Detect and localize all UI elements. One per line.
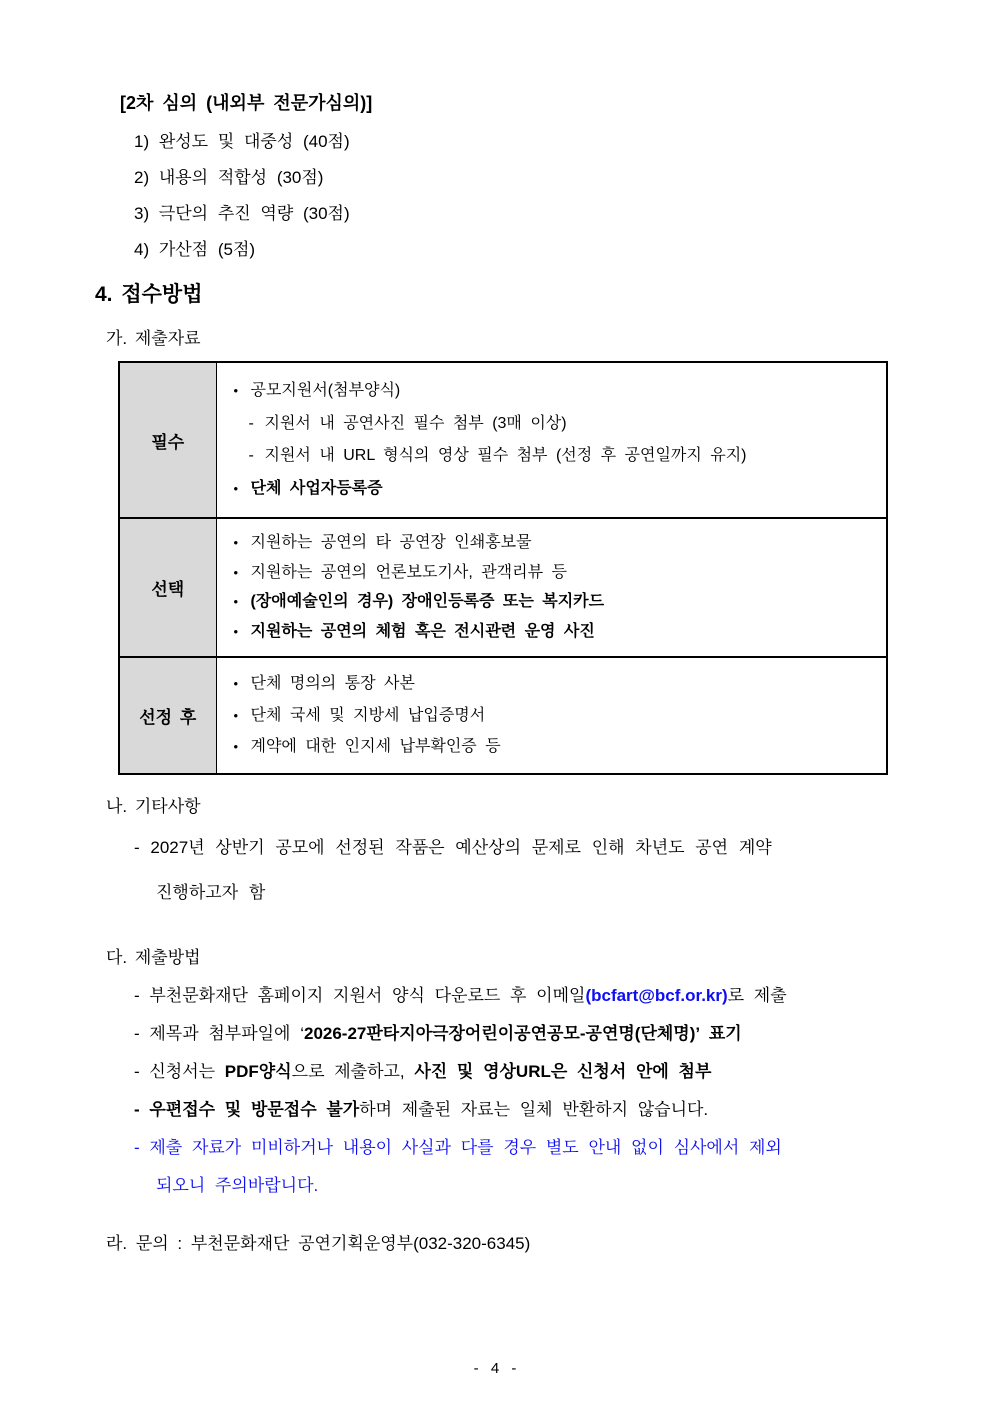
review-item: 1) 완성도 및 대중성 (40점) [134,132,350,151]
bullet-icon: • [233,535,239,551]
table-cell-text: 지원하는 공연의 체험 혹은 전시관련 운영 사진 [250,622,595,640]
body-line [95,977,906,1015]
dash-icon: - [248,447,254,465]
table-cell-line [234,621,877,643]
text-segment: - 신청서는 [134,1062,225,1081]
table-row-optional [119,518,887,657]
text-segment: - 제출 자료가 미비하거나 내용이 사실과 다를 경우 별도 안내 없이 심사에서 제외 [134,1138,782,1157]
bullet-icon: • [233,707,239,723]
row-content-optional [216,518,887,657]
table-cell-line [234,673,877,695]
bullet-icon: • [233,623,239,639]
text-segment: - 제목과 첨부파일에 ‘ [134,1024,304,1043]
table-cell-line [234,705,877,727]
text-segment: - 우편접수 및 방문접수 불가 [134,1100,360,1119]
review-item: 2) 내용의 적합성 (30점) [134,168,324,187]
body-line [95,1129,906,1167]
text-segment: 2026-27판타지아극장어린이공연공모-공연명(단체명)’ 표기 [303,1024,742,1043]
text-segment: PDF양식 [224,1062,292,1081]
bullet-icon: • [233,564,239,580]
sub-section-d-contact: 라. 문의 : 부천문화재단 공연기획운영부(032-320-6345) [106,1234,531,1253]
sub-section-b-label: 나. 기타사항 [106,797,201,816]
text-segment: 으로 제출하고, [291,1062,415,1081]
table-cell-line [234,380,877,402]
review-item: 3) 극단의 추진 역량 (30점) [134,204,350,223]
email-link[interactable]: (bcfart@bcf.or.kr) [585,986,728,1005]
body-line [95,1053,906,1091]
table-cell-text: 지원서 내 URL 형식의 영상 필수 첨부 (선정 후 공연일까지 유지) [264,447,747,465]
cell-content [217,363,887,517]
table-cell-line [234,562,877,584]
text-segment: - 부천문화재단 홈페이지 지원서 양식 다운로드 후 이메일 [134,986,586,1005]
dash-icon: - [248,414,254,432]
review-title: [2차 심의 (내외부 전문가심의)] [120,93,373,113]
submission-materials-table [118,361,888,775]
body-line-continuation [95,1167,906,1205]
text-segment: 사진 및 영상URL은 신청서 안에 첨부 [414,1062,712,1081]
sub-section-b-body [95,825,906,915]
bullet-icon: • [233,481,239,497]
bullet-icon: • [233,738,239,754]
table-cell-text: 계약에 대한 인지세 납부확인증 등 [250,737,501,755]
table-row-after-selection [119,657,887,774]
table-cell-text: 단체 명의의 통장 사본 [250,675,415,693]
body-line [95,1015,906,1053]
table-cell-line [234,445,877,467]
text-segment: 로 제출 [727,986,787,1005]
text-segment: 되오니 주의바랍니다. [156,1176,319,1195]
bullet-icon: • [233,382,239,398]
table-cell-text: 단체 사업자등록증 [250,480,383,498]
row-header-after-selection: 선정 후 [119,657,216,774]
page-number: - 4 - [473,1360,519,1377]
body-line [95,1091,906,1129]
body-line: - 2027년 상반기 공모에 선정된 작품은 예산상의 문제로 인해 차년도 공연 계약 [134,838,772,857]
body-line-continuation: 진행하고자 함 [156,883,266,902]
sub-section-c-body [95,977,906,1205]
table-cell-line [234,591,877,613]
table-cell-text: 공모지원서(첨부양식) [250,381,401,399]
table-cell-text: (장애예술인의 경우) 장애인등록증 또는 복지카드 [250,593,605,611]
table-cell-text: 지원하는 공연의 타 공연장 인쇄홍보물 [250,534,532,552]
bullet-icon: • [233,676,239,692]
row-content-after-selection [216,657,887,774]
text-segment: 하며 제출된 자료는 일체 반환하지 않습니다. [359,1100,709,1119]
table-cell-text: 지원하는 공연의 언론보도기사, 관객리뷰 등 [250,563,567,581]
cell-content [217,658,887,773]
table-cell-text: 지원서 내 공연사진 필수 첨부 (3매 이상) [264,414,567,432]
table-cell-text: 단체 국세 및 지방세 납입증명서 [250,706,486,724]
table-row-required [119,362,887,518]
row-header-required: 필수 [119,362,216,518]
review-item: 4) 가산점 (5점) [134,240,256,259]
section-heading: 4. 접수방법 [95,283,203,306]
row-header-optional: 선택 [119,518,216,657]
table-cell-line [234,413,877,435]
cell-content [217,519,887,656]
sub-section-a-label: 가. 제출자료 [106,329,201,348]
sub-section-c-label: 다. 제출방법 [106,948,201,967]
table-cell-line [234,736,877,758]
table-cell-line [234,532,877,554]
bullet-icon: • [233,594,239,610]
table-cell-line [234,478,877,500]
secondary-review-section [95,90,906,268]
row-content-required [216,362,887,518]
